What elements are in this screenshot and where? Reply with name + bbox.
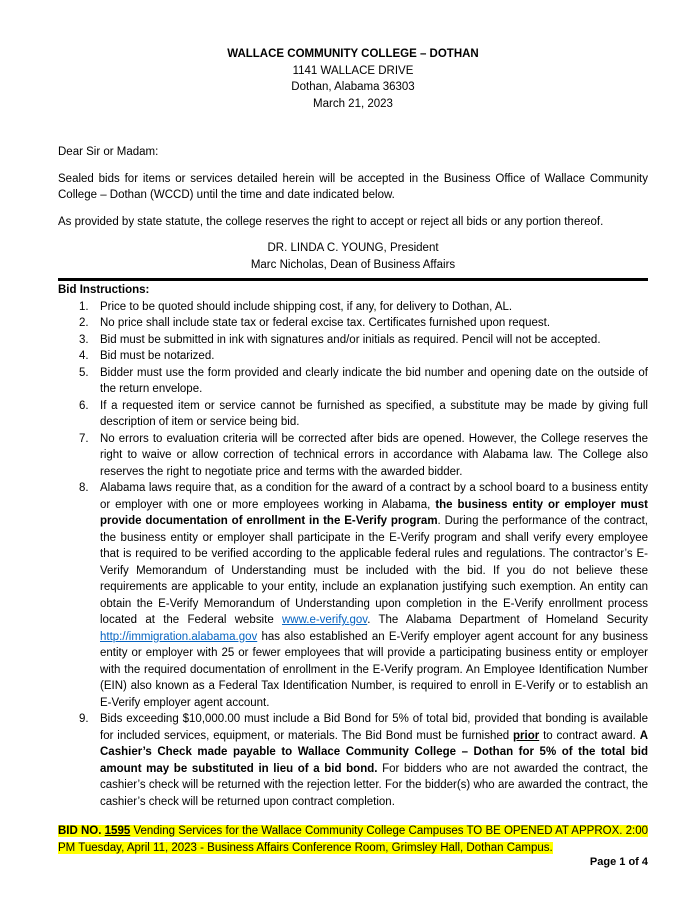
text-segment: Bid must be submitted in ink with signatures and/or initials as required. Pencil will not be accepted. bbox=[100, 333, 601, 346]
list-number: 5. bbox=[79, 366, 89, 379]
list-text bbox=[100, 299, 648, 316]
text-segment: Bids exceeding $10,000.00 must include a Bid Bond for 5% of total bid, provided that bonding is available for included services, equipment, or materials. The Bid Bond must be furnished bbox=[100, 713, 648, 742]
text-segment: Bid must be notarized. bbox=[100, 350, 215, 362]
list-text bbox=[100, 365, 648, 398]
text-segment: Vending Services for the Wallace Community College Campuses TO BE OPENED AT APPROX. 2:00 PM Tuesday, April 11, 2023 - Business Affairs Conference Room, Grimsley Hall, Dothan Campus. bbox=[58, 825, 649, 854]
bid-instructions-heading: Bid Instructions: bbox=[58, 284, 150, 296]
paragraph-state-statute: As provided by state statute, the college reserves the right to accept or reject all bids or any portion thereof. bbox=[58, 215, 604, 228]
text-segment: prior bbox=[513, 729, 540, 742]
text-segment: to contract award. bbox=[539, 729, 640, 742]
bid-instructions-list bbox=[58, 299, 648, 811]
list-text bbox=[100, 348, 648, 365]
list-text bbox=[100, 480, 648, 711]
text-segment: . The Alabama Department of Homeland Security bbox=[367, 614, 648, 626]
horizontal-rule bbox=[58, 278, 648, 281]
list-number: 7. bbox=[79, 432, 89, 445]
list-text bbox=[100, 431, 648, 481]
text-segment: Bidder must use the form provided and clearly indicate the bid number and opening date on the outside of the return envelope. bbox=[100, 366, 648, 395]
list-number: 4. bbox=[79, 350, 89, 362]
letterhead-title: WALLACE COMMUNITY COLLEGE – DOTHAN bbox=[227, 48, 479, 60]
text-segment: A Cashier’s Check made payable to Wallace Community College – Dothan for 5% of the total bid amount may be substituted in lieu of a bid bond. bbox=[100, 729, 648, 775]
text-segment: If a requested item or service cannot be furnished as specified, a substitute may be made by giving full description of item or service being bid. bbox=[100, 399, 648, 428]
paragraph-sealed-bids: Sealed bids for items or services detailed herein will be accepted in the Business Office of Wallace Community College – Dothan (WCCD) until the time and date indicated below. bbox=[58, 172, 648, 201]
e-verify-gov-link[interactable]: www.e-verify.gov bbox=[281, 614, 368, 626]
signatory-dean: Marc Nicholas, Dean of Business Affairs bbox=[250, 258, 456, 271]
text-segment: . During the performance of the contract, the business entity or employer shall participate in the E-Verify program and shall verify every employee that is required to be verified according to the applicable federal rules and regulations. The contractor’s E-Verify Memorandum of Understanding must be included with the bid. If you do not believe these requirements are applicable to your entity, include an explanation justifying such exemption. An entity can obtain the E-Verify Memorandum of Understanding upon completion in the E-Verify enrollment process located at the Federal website bbox=[100, 515, 648, 626]
list-number: 9. bbox=[79, 713, 89, 725]
bid-instruction-item-5 bbox=[58, 365, 648, 398]
list-number: 6. bbox=[79, 399, 89, 412]
text-segment: No errors to evaluation criteria will be corrected after bids are opened. However, the College reserves the right to waive or allow correction of technical errors in accordance with Alabama law. The College also reserves the right to negotiate price and terms with the awarded bidder. bbox=[100, 432, 648, 478]
page-number: Page 1 of 4 bbox=[589, 856, 648, 868]
immigration-alabama-gov-link[interactable]: http://immigration.alabama.gov bbox=[100, 630, 258, 643]
bid-instruction-item-8 bbox=[58, 480, 648, 711]
text-segment: 1595 bbox=[104, 825, 131, 837]
text-segment: the business entity or employer must provide documentation of enrollment in the E-Verify program bbox=[100, 498, 648, 527]
letterhead-address: 1141 WALLACE DRIVE bbox=[292, 64, 414, 77]
salutation: Dear Sir or Madam: bbox=[58, 146, 159, 158]
bid-notice bbox=[58, 823, 648, 856]
text-segment: For bidders who are not awarded the contract, the cashier’s check will be returned with the rejection letter. For the bidder(s) who are awarded the contract, the cashier’s check will be returned upon contract completion. bbox=[100, 762, 648, 808]
text-segment: No price shall include state tax or federal excise tax. Certificates furnished upon request. bbox=[100, 317, 551, 329]
list-text bbox=[100, 398, 648, 431]
signatory-block bbox=[58, 240, 648, 273]
bid-instruction-item-3 bbox=[58, 332, 648, 349]
bid-instruction-item-6 bbox=[58, 398, 648, 431]
list-number: 3. bbox=[79, 333, 89, 346]
bid-instruction-item-9 bbox=[58, 711, 648, 810]
text-segment: BID NO. bbox=[58, 825, 105, 837]
list-number: 1. bbox=[79, 300, 89, 313]
list-text bbox=[100, 315, 648, 332]
signatory-president: DR. LINDA C. YOUNG, President bbox=[267, 242, 439, 254]
bid-instruction-item-4 bbox=[58, 348, 648, 365]
list-number: 8. bbox=[79, 482, 89, 494]
letterhead bbox=[58, 46, 648, 112]
list-number: 2. bbox=[79, 317, 89, 329]
text-segment: Price to be quoted should include shipping cost, if any, for delivery to Dothan, AL. bbox=[100, 300, 513, 313]
list-text bbox=[100, 332, 648, 349]
text-segment: Alabama laws require that, as a condition for the award of a contract by a school board to a business entity or employer with one or more employees working in Alabama, bbox=[100, 482, 648, 511]
document-content bbox=[58, 0, 648, 868]
bid-instruction-item-7 bbox=[58, 431, 648, 481]
letterhead-city: Dothan, Alabama 36303 bbox=[291, 81, 415, 93]
bid-notice-highlight bbox=[58, 825, 648, 854]
letterhead-date: March 21, 2023 bbox=[313, 97, 393, 110]
list-text bbox=[100, 711, 648, 810]
bid-instruction-item-1 bbox=[58, 299, 648, 316]
bid-instruction-item-2 bbox=[58, 315, 648, 332]
text-segment: has also established an E-Verify employer agent account for any business entity or employer with 25 or fewer employees that will provide a participating business entity or employer with the required documentation of enrollment in the E-Verify program. An Employee Identification Number (EIN) also known as a Federal Tax Identification Number, is required to enroll in E-Verify or to establish an E-Verify employer agent account. bbox=[100, 630, 648, 709]
